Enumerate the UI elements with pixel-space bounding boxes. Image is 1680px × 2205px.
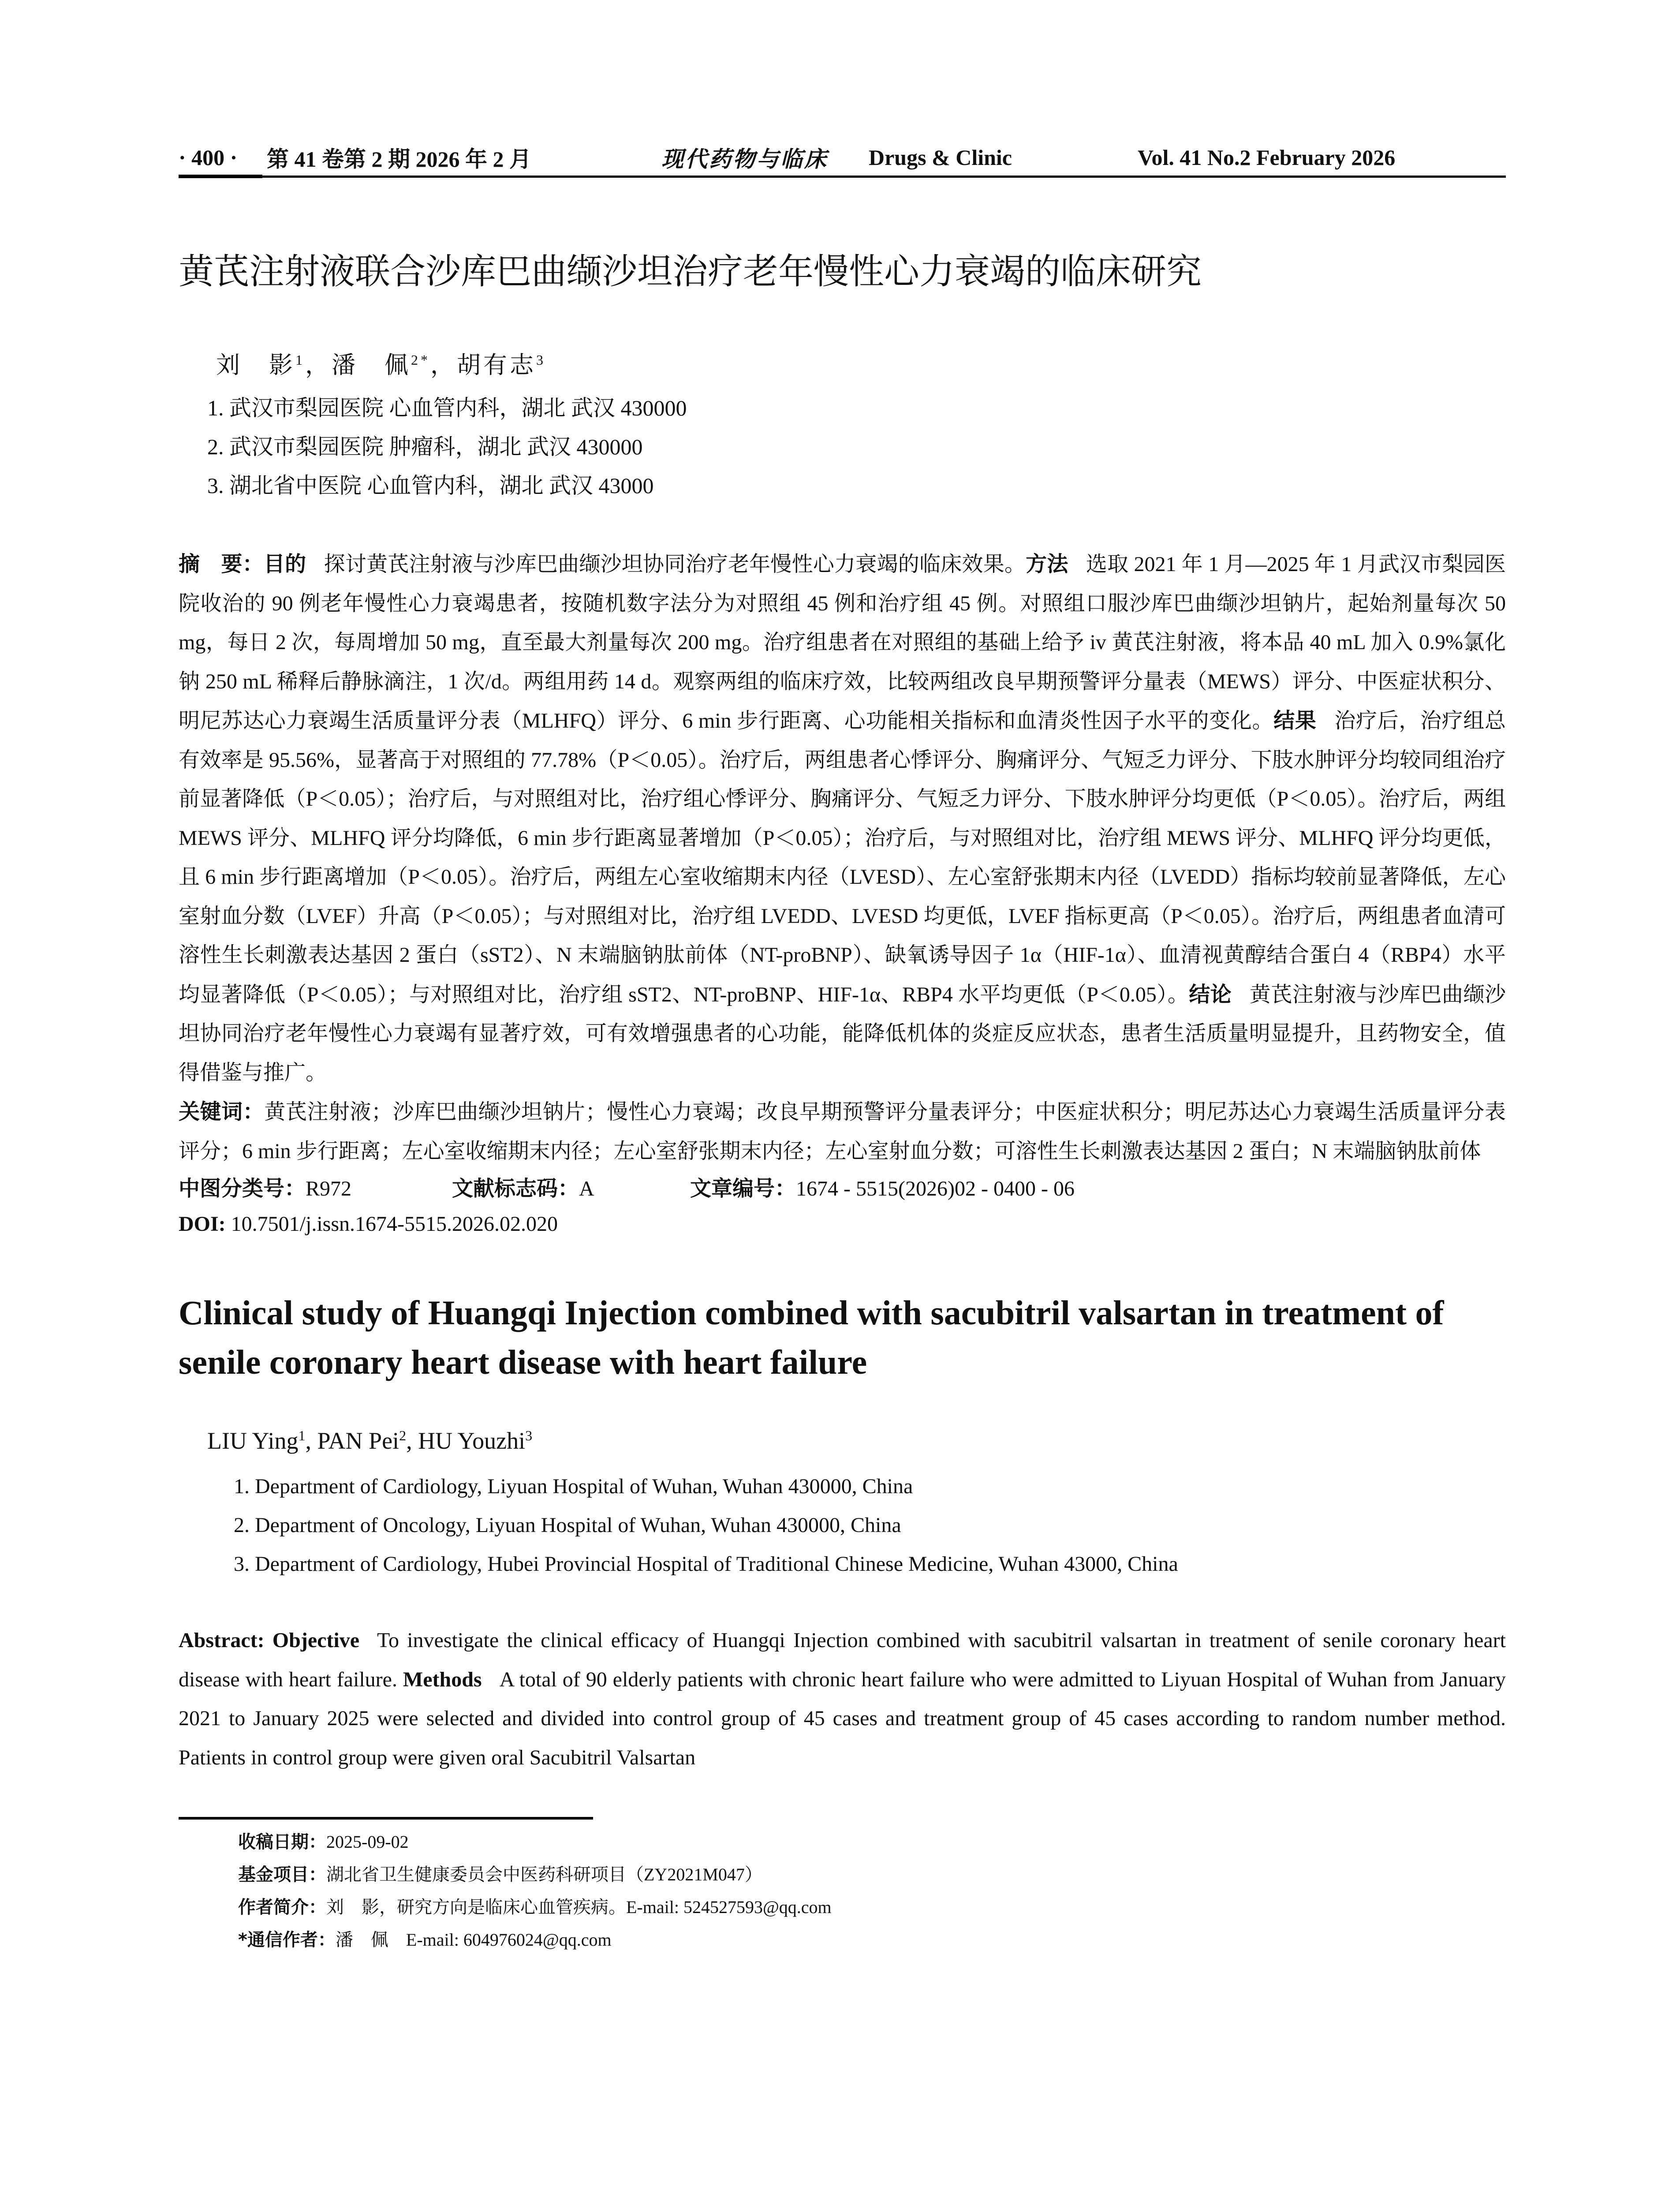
doc-code-label: 文献标志码： xyxy=(452,1176,579,1201)
methods-label: 方法 xyxy=(1026,552,1068,576)
affiliations-cn xyxy=(207,389,1506,505)
author-name: PAN Pei xyxy=(317,1428,399,1454)
results-text: 治疗后，治疗组总有效率是 95.56%，显著高于对照组的 77.78%（P＜0.05）。治疗后，两组患者心悸评分、胸痛评分、气短乏力评分、下肢水肿评分均较同组治疗前显著降低（P＜0.05）；治疗后，与对照组对比，治疗组心悸评分、胸痛评分、气短乏力评分、下肢水肿评分均更低（P＜0.05）。治疗后，两组 MEWS 评分、MLHFQ 评分均降低，6 min 步行距离显著增加（P＜0.05）；治疗后，与对照组对比，治疗组 MEWS 评分、MLHFQ 评分均更低，且 6 min 步行距离增加（P＜0.05）。治疗后，两组左心室收缩期末内径（LVESD）、左心室舒张期末内径（LVEDD）指标均较前显著降低，左心室射血分数（LVEF）升高（P＜0.05）；与对照组对比，治疗组 LVEDD、LVESD 均更低，LVEF 指标更高（P＜0.05）。治疗后，两组患者血清可溶性生长刺激表达基因 2 蛋白（sST2）、N 末端脑钠肽前体（NT-proBNP）、缺氧诱导因子 1α（HIF-1α）、血清视黄醇结合蛋白 4（RBP4）水平均显著降低（P＜0.05）；与对照组对比，治疗组 sST2、NT-proBNP、HIF-1α、RBP4 水平均更低（P＜0.05）。 xyxy=(179,709,1506,1006)
affiliation: 3. 湖北省中医院 心血管内科，湖北 武汉 43000 xyxy=(207,473,654,498)
authors-cn xyxy=(216,344,1506,381)
corresponding-author xyxy=(238,1924,1506,1956)
author-affil-mark: 1 xyxy=(295,352,305,368)
author-separator: , xyxy=(406,1428,418,1454)
article-title-cn: 黄芪注射液联合沙库巴曲缬沙坦治疗老年慢性心力衰竭的临床研究 xyxy=(179,251,1202,292)
received-value: 2025-09-02 xyxy=(326,1832,409,1852)
keywords-cn xyxy=(179,1092,1506,1171)
author-separator: ， xyxy=(305,352,332,378)
page-column xyxy=(179,142,1506,1956)
author-affil-mark: 3 xyxy=(525,1428,533,1443)
volume-en: Vol. 41 No.2 February 2026 xyxy=(1138,145,1396,170)
clc-value: R972 xyxy=(306,1177,352,1200)
methods-text: 选取 2021 年 1 月—2025 年 1 月武汉市梨园医院收治的 90 例老年慢性心力衰竭患者，按随机数字法分为对照组 45 例和治疗组 45 例。对照组口服沙库巴曲缬沙坦钠片，起始剂量每次 50 mg，每日 2 次，每周增加 50 mg，直至最大剂量每次 200 mg。治疗组患者在对照组的基础上给予 iv 黄芪注射液，将本品 40 mL 加入 0.9%氯化钠 250 mL 稀释后静脉滴注，1 次/d。两组用药 14 d。观察两组的临床疗效，比较两组改良早期预警评分量表（MEWS）评分、中医症状积分、明尼苏达心力衰竭生活质量评分表（MLHFQ）评分、6 min 步行距离、心功能相关指标和血清炎性因子水平的变化。 xyxy=(179,553,1506,733)
running-header xyxy=(179,142,1506,173)
affiliations-en xyxy=(234,1467,1506,1584)
conclusion-text: 黄芪注射液与沙库巴曲缬沙坦协同治疗老年慢性心力衰竭有显著疗效，可有效增强患者的心功能，能降低机体的炎症反应状态，患者生活质量明显提升，且药物安全，值得借鉴与推广。 xyxy=(179,983,1506,1084)
clc-label: 中图分类号： xyxy=(179,1176,306,1201)
fund-info xyxy=(238,1858,1506,1891)
methods-text: A total of 90 elderly patients with chronic heart failure who were admitted to Liyuan Hospital of Wuhan from January 2021 to January 2025 were selected and divided into control group of 45 cases and treatment group of 45 cases according to random number method. Patients in control group were given oral Sacubitril Valsartan xyxy=(179,1667,1506,1769)
journal-name-en: Drugs & Clinic xyxy=(869,145,1012,170)
volume-cn: 第 41 卷第 2 期 2026 年 2 月 xyxy=(267,147,531,172)
authors-en xyxy=(207,1418,1506,1458)
keywords-label: 关键词： xyxy=(179,1099,265,1124)
corr-label: *通信作者： xyxy=(238,1930,336,1950)
received-date xyxy=(238,1826,1506,1858)
doi-label: DOI: xyxy=(179,1212,226,1236)
bio-label: 作者简介： xyxy=(238,1897,326,1917)
doi-line xyxy=(179,1207,1506,1242)
article-title-en: Clinical study of Huangqi Injection combined with sacubitril valsartan in treatment of senile coronary heart disease with heart failure xyxy=(179,1293,1444,1381)
abstract-label: Abstract: xyxy=(179,1629,265,1652)
methods-label: Methods xyxy=(403,1667,482,1691)
author-name: 刘 影 xyxy=(216,352,295,378)
keywords-text: 黄芪注射液；沙库巴曲缬沙坦钠片；慢性心力衰竭；改良早期预警评分量表评分；中医症状积分；明尼苏达心力衰竭生活质量评分表评分；6 min 步行距离；左心室收缩期末内径；左心室舒张期末内径；左心室射血分数；可溶性生长刺激表达基因 2 蛋白；N 末端脑钠肽前体 xyxy=(179,1100,1506,1163)
affiliation: 3. Department of Cardiology, Hubei Provincial Hospital of Traditional Chinese Medicine, Wuhan 43000, China xyxy=(234,1552,1178,1576)
author-name: HU Youzhi xyxy=(418,1428,526,1454)
affiliation: 2. Department of Oncology, Liyuan Hospital of Wuhan, Wuhan 430000, China xyxy=(234,1514,901,1537)
doc-code-value: A xyxy=(579,1177,594,1200)
classification-line xyxy=(179,1171,1506,1207)
objective-text: 探讨黄芪注射液与沙库巴曲缬沙坦协同治疗老年慢性心力衰竭的临床效果。 xyxy=(324,553,1026,576)
author-affil-mark: 1 xyxy=(298,1428,306,1443)
author-separator: , xyxy=(305,1428,317,1454)
author-name: 胡有志 xyxy=(457,352,536,378)
corr-value: 潘 佩 E-mail: 604976024@qq.com xyxy=(335,1930,612,1950)
page-number: · 400 · xyxy=(179,145,238,170)
header-rule-accent xyxy=(179,175,262,178)
author-name: LIU Ying xyxy=(207,1428,299,1454)
footnote-rule xyxy=(179,1817,593,1820)
author-name: 潘 佩 xyxy=(332,352,411,378)
author-affil-mark: 2* xyxy=(411,352,430,368)
article-no-label: 文章编号： xyxy=(690,1176,796,1201)
objective-text: To investigate the clinical efficacy of Huangqi Injection combined with sacubitril valsartan in treatment of senile coronary heart disease with heart failure. xyxy=(179,1629,1506,1691)
author-affil-mark: 3 xyxy=(536,352,546,368)
author-bio xyxy=(238,1891,1506,1924)
conclusion-label: 结论 xyxy=(1189,982,1232,1007)
fund-label: 基金项目： xyxy=(238,1865,326,1885)
affiliation: 1. 武汉市梨园医院 心血管内科，湖北 武汉 430000 xyxy=(207,396,687,420)
results-label: 结果 xyxy=(1273,708,1317,733)
affiliation: 1. Department of Cardiology, Liyuan Hospital of Wuhan, Wuhan 430000, China xyxy=(234,1475,913,1498)
affiliation: 2. 武汉市梨园医院 肿瘤科，湖北 武汉 430000 xyxy=(207,434,643,459)
objective-label: 目的 xyxy=(263,552,306,576)
abstract-cn xyxy=(179,545,1506,1092)
author-separator: ， xyxy=(430,352,457,378)
abstract-label: 摘 要： xyxy=(179,552,264,576)
fund-value: 湖北省卫生健康委员会中医药科研项目（ZY2021M047） xyxy=(326,1865,762,1884)
footnotes xyxy=(238,1826,1506,1956)
header-rule xyxy=(179,176,1506,178)
journal-name-cn: 现代药物与临床 xyxy=(661,147,828,172)
abstract-en xyxy=(179,1621,1506,1777)
author-affil-mark: 2 xyxy=(399,1428,407,1443)
article-no-value: 1674 - 5515(2026)02 - 0400 - 06 xyxy=(796,1177,1075,1200)
objective-label: Objective xyxy=(272,1629,360,1652)
received-label: 收稿日期： xyxy=(238,1832,326,1852)
doi-link[interactable]: 10.7501/j.issn.1674-5515.2026.02.020 xyxy=(231,1212,558,1236)
bio-value: 刘 影，研究方向是临床心血管疾病。E-mail: 524527593@qq.com xyxy=(326,1897,832,1917)
